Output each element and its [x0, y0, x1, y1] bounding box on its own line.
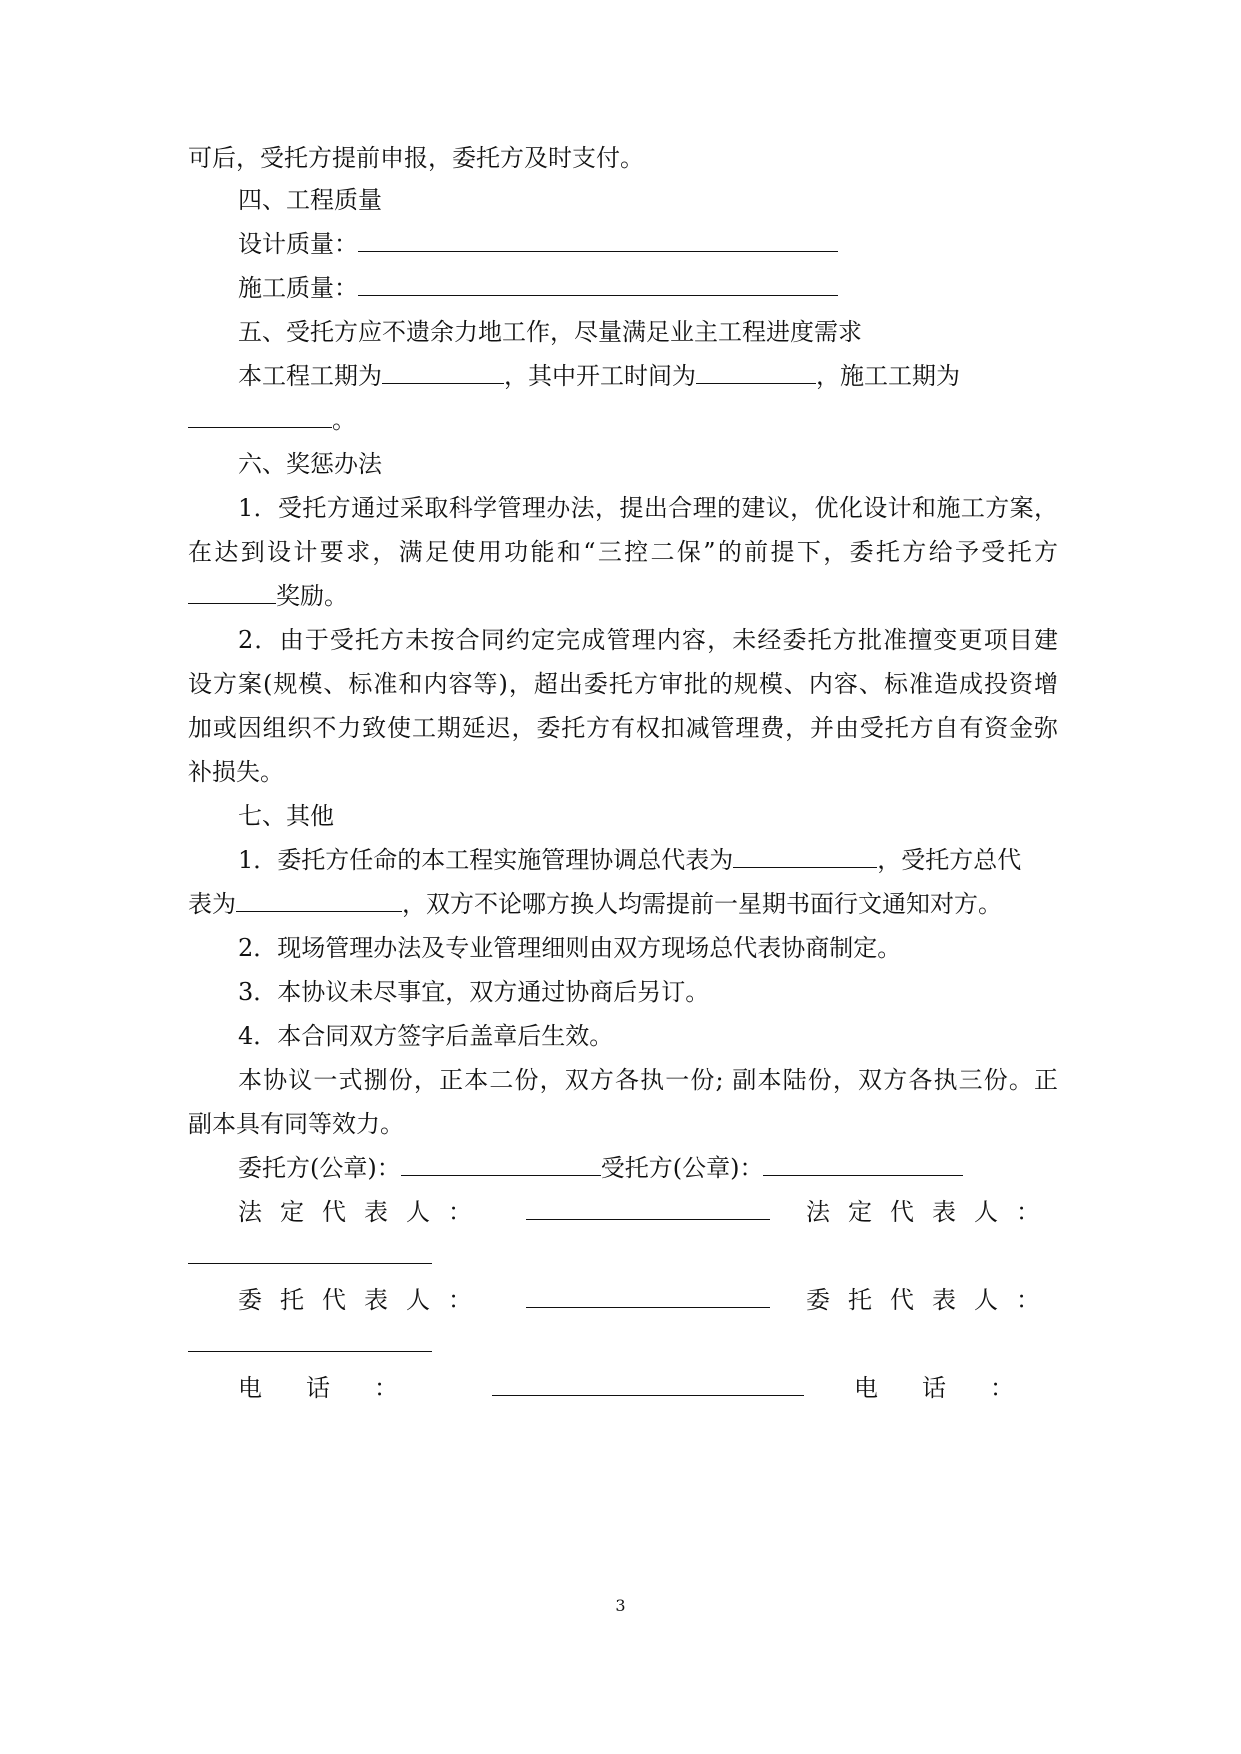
construction-quality-label: 施工质量：: [238, 274, 358, 302]
reward-label: 奖励。: [276, 582, 348, 610]
duration-blank: [382, 361, 504, 384]
seal-line: [238, 1152, 963, 1184]
agent-proxy-rep-label: 委托代表人：: [806, 1286, 1058, 1314]
client-legal-rep-label: 法定代表人：: [238, 1198, 490, 1226]
reward-line: [188, 580, 348, 612]
client-phone-blank: [492, 1373, 804, 1396]
legal-rep-line: [238, 1196, 1058, 1228]
phone-line: [238, 1372, 1058, 1404]
section-heading: 四、工程质量: [238, 186, 382, 214]
period-mark: 。: [332, 406, 356, 434]
representative-line-cont: [188, 888, 1002, 920]
proxy-rep-line-cont: [188, 1328, 432, 1360]
agent-phone-label: 电话：: [854, 1374, 1058, 1402]
proxy-rep-line: [238, 1284, 1058, 1316]
text-line: 3．本协议未尽事宜，双方通过协商后另订。: [238, 978, 710, 1006]
agent-legal-rep-blank: [188, 1241, 432, 1264]
construction-period-blank: [188, 405, 332, 428]
design-quality-line: [238, 228, 838, 260]
text-line: 4．本合同双方签字后盖章后生效。: [238, 1022, 614, 1050]
agent-seal-blank: [763, 1153, 963, 1176]
section-heading: 六、奖惩办法: [238, 450, 382, 478]
text-line: 2．现场管理办法及专业管理细则由双方现场总代表协商制定。: [238, 934, 902, 962]
page-number: 3: [615, 1596, 626, 1615]
client-proxy-rep-label: 委托代表人：: [238, 1286, 490, 1314]
client-seal-blank: [401, 1153, 601, 1176]
schedule-line-cont: [188, 404, 356, 436]
legal-rep-line-cont: [188, 1240, 432, 1272]
start-time-blank: [696, 361, 816, 384]
representative-line: [238, 844, 1021, 876]
agent-proxy-rep-blank: [188, 1329, 432, 1352]
text-line: 1．受托方通过采取科学管理办法，提出合理的建议，优化设计和施工方案，: [238, 494, 1058, 522]
text-line: 本协议一式捌份，正本二份，双方各执一份; 副本陆份，双方各执三份。正: [238, 1066, 1058, 1094]
text-line: 在达到设计要求，满足使用功能和“三控二保”的前提下，委托方给予受托方: [188, 538, 1058, 566]
text-line: 设方案(规模、标准和内容等)，超出委托方审批的规模、内容、标准造成投资增: [188, 670, 1058, 698]
text-line: 加或因组织不力致使工期延迟，委托方有权扣减管理费，并由受托方自有资金弥: [188, 714, 1058, 742]
schedule-line: [238, 360, 960, 392]
section-heading: 五、受托方应不遗余力地工作，尽量满足业主工程进度需求: [238, 318, 862, 346]
reward-blank: [188, 581, 276, 604]
start-time-label: ，其中开工时间为: [504, 362, 696, 390]
client-rep-label: 1．委托方任命的本工程实施管理协调总代表为: [238, 846, 734, 874]
schedule-label: 本工程工期为: [238, 362, 382, 390]
design-quality-label: 设计质量：: [238, 230, 358, 258]
client-rep-blank: [733, 845, 877, 868]
construction-quality-line: [238, 272, 838, 304]
construction-period-label: ，施工工期为: [816, 362, 960, 390]
construction-quality-blank: [358, 273, 838, 296]
section-heading: 七、其他: [238, 802, 334, 830]
text-line: 补损失。: [188, 758, 284, 786]
text-line: 2．由于受托方未按合同约定完成管理内容，未经委托方批准擅变更项目建: [238, 626, 1058, 654]
client-phone-label: 电话：: [238, 1374, 442, 1402]
agent-rep-label-cont: 表为: [188, 890, 236, 918]
agent-legal-rep-label: 法定代表人：: [806, 1198, 1058, 1226]
client-legal-rep-blank: [526, 1197, 770, 1220]
design-quality-blank: [358, 229, 838, 252]
client-proxy-rep-blank: [526, 1285, 770, 1308]
agent-seal-label: 受托方(公章)：: [600, 1154, 764, 1182]
notice-text: ，双方不论哪方换人均需提前一星期书面行文通知对方。: [402, 890, 1002, 918]
text-line: 副本具有同等效力。: [188, 1110, 404, 1138]
client-seal-label: 委托方(公章)：: [238, 1154, 401, 1182]
text-line: 可后，受托方提前申报，委托方及时支付。: [188, 144, 644, 172]
agent-rep-blank: [236, 889, 402, 912]
agent-rep-label: ，受托方总代: [877, 846, 1022, 874]
